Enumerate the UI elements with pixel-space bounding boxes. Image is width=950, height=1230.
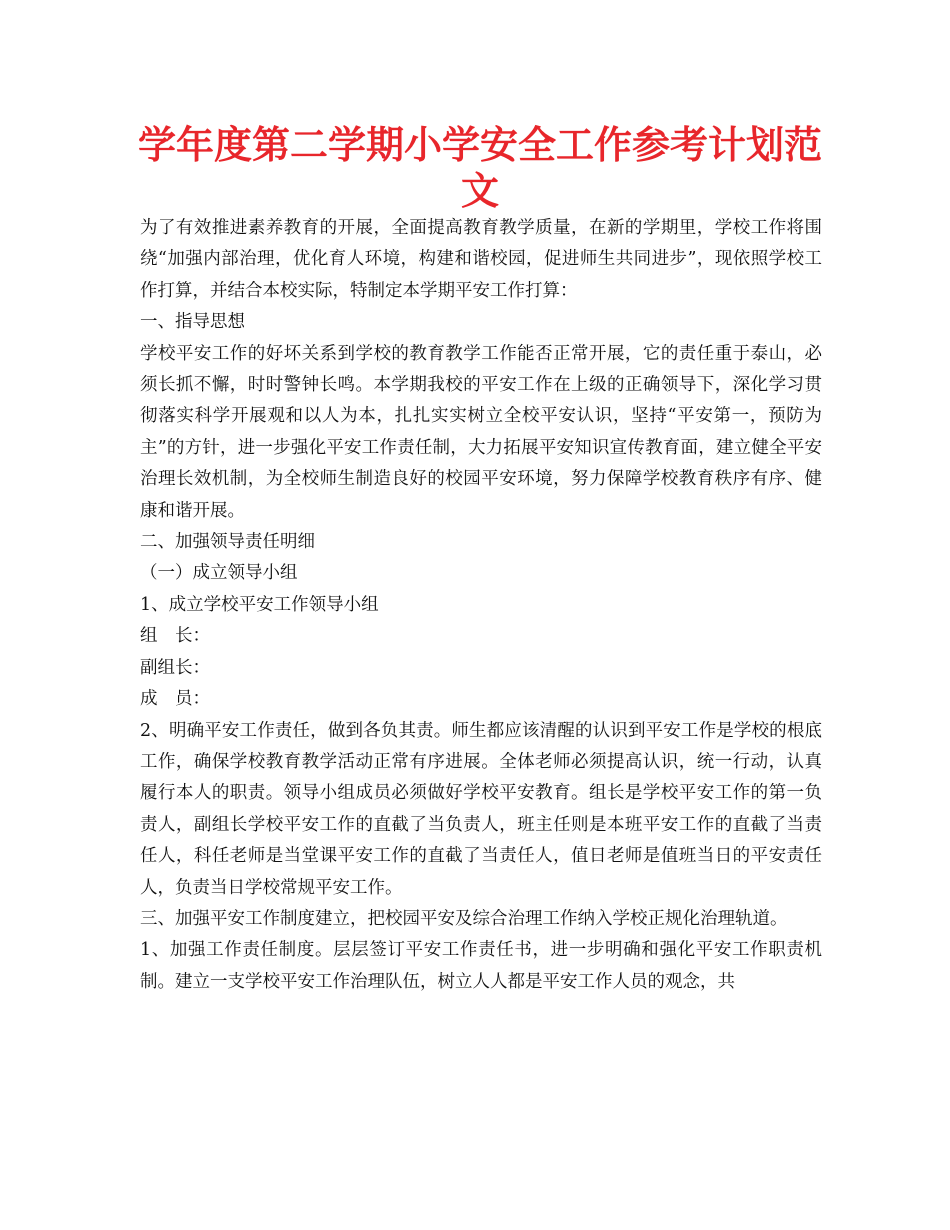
field-group-leader: 组 长： (140, 626, 210, 647)
item-establish-group: 1、成立学校平安工作领导小组 (140, 594, 379, 615)
document-title: 学年度第二学期小学安全工作参考计划范文 (137, 123, 822, 213)
paragraph-guiding-thought: 学校平安工作的好坏关系到学校的教育教学工作能否正常开展，它的责任重于泰山，必须长抓不懈，时时警钟长鸣。本学期我校的平安工作在上级的正确领导下，深化学习贯彻落实科学开展观和以人为本，扎扎实实树立全校平安认识，坚持“平安第一，预防为主”的方针，进一步强化平安工作责任制，大力拓展平安知识宣传教育面，建立健全平安治理长效机制，为全校师生制造良好的校园平安环境，努力保障学校教育秩序有序、健康和谐开展。 (140, 343, 822, 521)
heading-guiding-thought: 一、指导思想 (140, 312, 245, 333)
subheading-leading-group: （一）成立领导小组 (140, 563, 298, 584)
paragraph-responsibility-system: 1、加强工作责任制度。层层签订平安工作责任书，进一步明确和强化平安工作职责机制。建立一支学校平安工作治理队伍，树立人人都是平安工作人员的观念，共 (140, 940, 822, 992)
heading-leadership: 二、加强领导责任明细 (140, 532, 315, 553)
paragraph-intro: 为了有效推进素养教育的开展，全面提高教育教学质量，在新的学期里，学校工作将围绕“加强内部治理，优化育人环境，构建和谐校园，促进师生共同进步”，现依照学校工作打算，并结合本校实际，特制定本学期平安工作打算： (140, 218, 822, 301)
document-body (140, 213, 822, 998)
heading-system-building: 三、加强平安工作制度建立，把校园平安及综合治理工作纳入学校正规化治理轨道。 (140, 908, 788, 929)
field-members: 成 员： (140, 689, 210, 710)
paragraph-responsibilities: 2、明确平安工作责任，做到各负其责。师生都应该清醒的认识到平安工作是学校的根底工作，确保学校教育教学活动正常有序进展。全体老师必须提高认识，统一行动，认真履行本人的职责。领导小组成员必须做好学校平安教育。组长是学校平安工作的第一负责人，副组长学校平安工作的直截了当负责人，班主任则是本班平安工作的直截了当责任人，科任老师是当堂课平安工作的直截了当责任人，值日老师是值班当日的平安责任人，负责当日学校常规平安工作。 (140, 720, 822, 898)
field-deputy-leader: 副组长： (140, 657, 210, 678)
